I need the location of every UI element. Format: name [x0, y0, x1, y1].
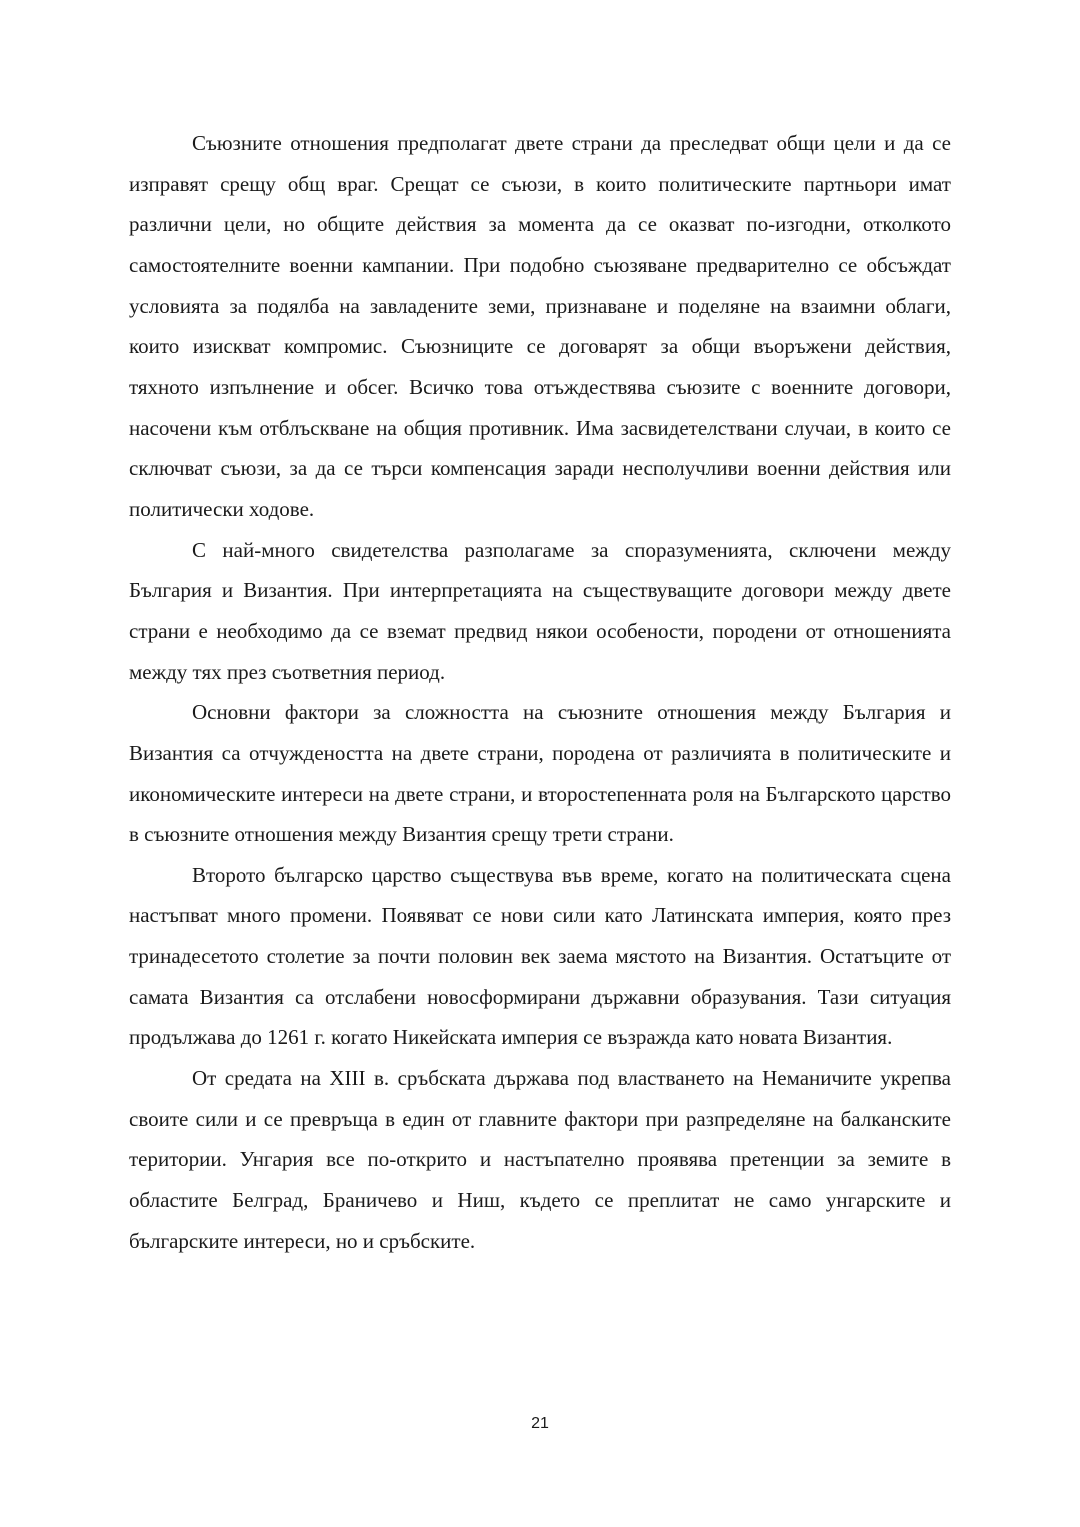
page-number: 21	[531, 1415, 549, 1432]
body-text	[129, 123, 951, 1261]
paragraph-serbia-hungary: От средата на XIII в. сръбската държава под властването на Неманичите укрепва своите сили и се превръща в един от главните фактори при разпределяне на балканските територии. Унгария все по-открито и настъпателно проявява претенции за земите в областите Белград, Браничево и Ниш, където се преплитат не само унгарските и българските интереси, но и сръбските.	[129, 1066, 951, 1253]
paragraph-complexity-factors: Основни фактори за сложността на съюзните отношения между България и Византия са отчуждеността на двете страни, породена от различията в политическите и икономическите интереси на двете страни, и второстепенната роля на Българското царство в съюзните отношения между Византия срещу трети страни.	[129, 700, 951, 847]
paragraph-second-bulgarian-empire: Второто българско царство съществува във време, когато на политическата сцена настъпват много промени. Появяват се нови сили като Латинската империя, която през тринадесетото столетие за почти половин век заема мястото на Византия. Остатъците от самата Византия са отслабени новосформирани държавни образувания. Тази ситуация продължава до 1261 г. когато Никейската империя се възражда като новата Византия.	[129, 862, 951, 1050]
paragraph-bulgaria-byzantium-agreements: С най-много свидетелства разполагаме за споразуменията, сключени между България и Византия. При интерпретацията на съществуващите договори между двете страни е необходимо да се вземат предвид някои особености, породени от отношенията между тях през съответния период.	[129, 537, 951, 684]
paragraph-alliances-definition: Съюзните отношения предполагат двете страни да преследват общи цели и да се изправят срещу общ враг. Срещат се съюзи, в които политическите партньори имат различни цели, но общите действия за момента да се оказват по-изгодни, отколкото самостоятелните военни кампании. При подобно съюзяване предварително се обсъждат условията за подялба на завладените земи, признаване и поделяне на взаимни облаги, които изискват компромис. Съюзниците се договарят за общи въоръжени действия, тяхното изпълнение и обсег. Всичко това отъждествява съюзите с военните договори, насочени към отблъскване на общия противник. Има засвидетелствани случаи, в които се сключват съюзи, за да се търси компенсация заради несполучливи военни действия или политически ходове.	[129, 131, 951, 521]
